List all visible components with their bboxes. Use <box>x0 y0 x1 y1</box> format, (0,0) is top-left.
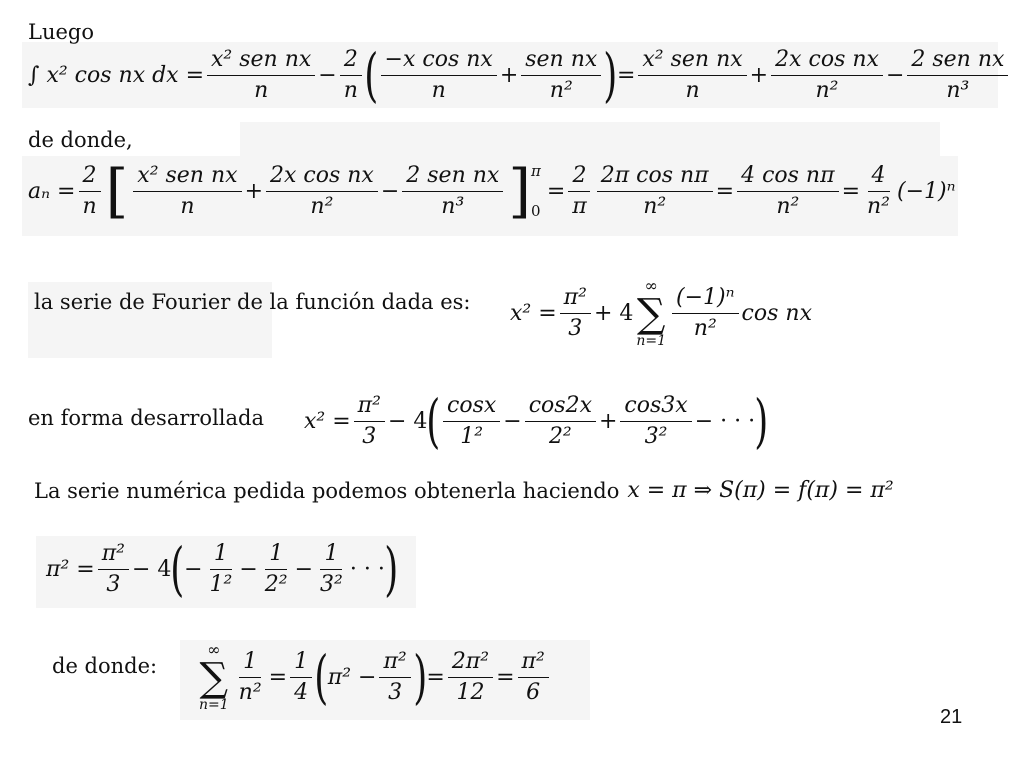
fraction: $\frac{4}{\text{n²}}$ <box>867 163 890 219</box>
fraction: $\frac{1}{\text{3²}}$ <box>320 541 343 597</box>
de-donde-text: de donde, <box>28 128 133 152</box>
pi-squared-term: π² − <box>327 664 377 690</box>
minus-sign: − <box>380 178 400 204</box>
luego-text: Luego <box>28 20 94 44</box>
desarrollada-equation <box>304 387 769 455</box>
lower-limit: 0 <box>530 202 541 220</box>
right-bracket: ] <box>508 157 531 225</box>
minus-sign: − <box>885 62 905 88</box>
fraction: $\frac{\text{2π²}}{12}$ <box>448 649 493 705</box>
fraction: $\frac{\text{2π cos nπ}}{\text{n²}}$ <box>597 163 713 219</box>
fraction: $\frac{\text{2 sen nx}}{\text{n³}}$ <box>907 47 1008 103</box>
minus-sign: − <box>239 556 258 582</box>
formula-band-2 <box>240 122 940 156</box>
fraction: $\frac{\text{2x cos nx}}{\text{n²}}$ <box>266 163 378 219</box>
page-number: 21 <box>940 706 963 728</box>
plus-sign: + <box>749 62 769 88</box>
left-paren: ( <box>314 643 329 711</box>
left-bracket: [ <box>105 157 129 225</box>
plus-sign: + <box>244 178 263 204</box>
right-paren: ) <box>754 387 769 455</box>
right-paren: ) <box>384 535 399 603</box>
equals-sign: = <box>268 664 288 690</box>
an-equation <box>28 157 956 225</box>
fourier-equation <box>510 278 812 348</box>
fraction: $\frac{\text{x² sen nx}}{n}$ <box>207 47 315 103</box>
evaluation-limits <box>531 162 541 220</box>
upper-limit: π <box>530 162 541 180</box>
minus-sign: − <box>503 408 522 434</box>
integral-lhs: ∫ x² cos nx dx = <box>28 62 205 88</box>
minus-sign: − <box>184 556 203 582</box>
fraction: $\frac{1}{\text{2²}}$ <box>264 541 288 597</box>
serie-numerica-line <box>34 478 894 503</box>
fraction: $\frac{2}{n}$ <box>78 163 100 219</box>
ellipsis: − · · · <box>694 408 756 434</box>
ellipsis: · · · <box>349 556 385 582</box>
equals-sign: = <box>496 664 515 690</box>
numeric-equation <box>46 535 399 603</box>
plus-sign: + <box>598 408 618 434</box>
numeric-lhs: π² = <box>46 556 95 582</box>
fraction: $\frac{\text{x² sen nx}}{n}$ <box>638 47 746 103</box>
fraction: $\frac{\text{(−1)ⁿ}}{\text{n²}}$ <box>672 285 739 341</box>
serie-numerica-text: La serie numérica pedida podemos obtenerla haciendo <box>34 478 620 503</box>
left-paren: ( <box>426 387 441 455</box>
fraction: $\frac{\cos 2x}{\text{2²}}$ <box>525 393 596 449</box>
substitution: x = π ⇒ S(π) = f(π) = π² <box>627 478 894 503</box>
fraction: $\frac{\text{π²}}{3}$ <box>98 541 129 597</box>
right-paren: ) <box>603 41 618 109</box>
equals-sign: = <box>841 178 860 204</box>
de-donde-final-text: de donde: <box>52 654 158 678</box>
equals-sign: = <box>616 62 636 88</box>
integral-equation <box>28 41 1011 109</box>
fraction: $\frac{1}{\text{1²}}$ <box>209 541 233 597</box>
left-paren: ( <box>170 535 185 603</box>
fraction: $\frac{2}{\pi}$ <box>568 163 590 219</box>
fraction: $\frac{\text{π²}}{3}$ <box>354 393 385 449</box>
equals-sign: = <box>546 178 566 204</box>
fraction: $\frac{\cos 3x}{\text{3²}}$ <box>620 393 691 449</box>
fraction: $\frac{\cos x}{\text{1²}}$ <box>443 393 500 449</box>
desarrollada-lhs: x² = <box>304 408 351 434</box>
plus-sign: + <box>499 62 519 88</box>
fraction: $\frac{\text{4 cos nπ}}{\text{n²}}$ <box>737 163 838 219</box>
fraction: $\frac{\text{sen nx}}{\text{n²}}$ <box>521 47 601 103</box>
summation: ∞ ∑ n=1 <box>636 276 667 349</box>
equals-sign: = <box>715 178 735 204</box>
minus-sign: − <box>294 556 314 582</box>
fraction: $\frac{2}{n}$ <box>340 47 362 103</box>
an-lhs: aₙ = <box>28 178 76 204</box>
right-paren: ) <box>413 643 428 711</box>
fraction: $\frac{1}{\text{n²}}$ <box>238 649 262 705</box>
fraction: $\frac{\text{2x cos nx}}{\text{n²}}$ <box>771 47 883 103</box>
minus-four: − 4 <box>387 408 428 434</box>
cos-term: cos nx <box>741 300 812 326</box>
fraction: $\frac{\text{π²}}{3}$ <box>379 649 410 705</box>
fraction: $\frac{\text{2 sen nx}}{\text{n³}}$ <box>402 163 503 219</box>
fraction: $\frac{\text{π²}}{6}$ <box>518 649 549 705</box>
left-paren: ( <box>364 41 379 109</box>
fourier-lhs: x² = <box>510 300 557 326</box>
equals-sign: = <box>426 664 445 690</box>
fraction: $\frac{\text{x² sen nx}}{n}$ <box>133 163 241 219</box>
minus-four: − 4 <box>132 556 172 582</box>
sign-factor: (−1)ⁿ <box>897 178 956 204</box>
summation: ∞ ∑ n=1 <box>199 640 229 713</box>
fraction: $\frac{\text{π²}}{3}$ <box>560 285 591 341</box>
final-equation <box>196 642 552 712</box>
desarrollada-text: en forma desarrollada <box>28 406 264 430</box>
fourier-intro-text: la serie de Fourier de la función dada es: <box>34 290 471 314</box>
minus-sign: − <box>318 62 337 88</box>
fraction: $\frac{\text{−x cos nx}}{n}$ <box>381 47 497 103</box>
plus-four: + 4 <box>593 300 634 326</box>
fraction: $\frac{1}{4}$ <box>290 649 312 705</box>
